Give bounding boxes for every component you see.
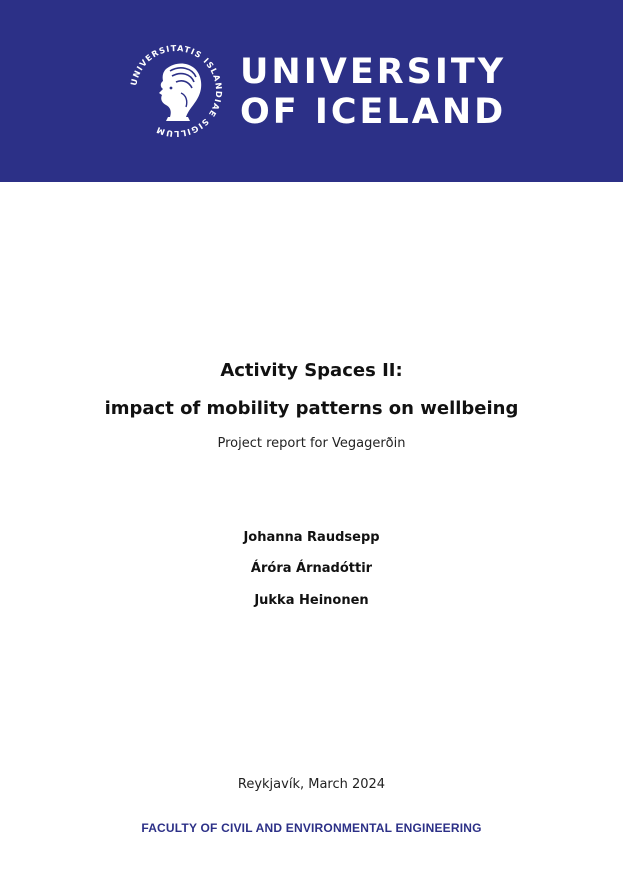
header-band xyxy=(0,0,623,182)
university-wordmark xyxy=(240,52,506,132)
report-title-line-1: Activity Spaces II: xyxy=(220,360,403,381)
place-and-date: Reykjavík, March 2024 xyxy=(237,777,386,792)
author-name: Jukka Heinonen xyxy=(254,593,369,608)
report-title-line-2: impact of mobility patterns on wellbeing xyxy=(104,398,519,419)
author-name: Áróra Árnadóttir xyxy=(250,561,373,576)
seal-lettering: UNIVERSITATIS ISLANDIAE SIGILLUM xyxy=(128,42,225,140)
faculty-name: FACULTY OF CIVIL AND ENVIRONMENTAL ENGINEERING xyxy=(141,821,482,835)
report-subtitle: Project report for Vegagerðin xyxy=(217,436,406,451)
minerva-seal-icon xyxy=(126,41,226,141)
author-name: Johanna Raudsepp xyxy=(243,530,380,545)
wordmark-line-1: UNIVERSITY xyxy=(240,52,507,92)
wordmark-line-2: OF ICELAND xyxy=(240,92,507,132)
